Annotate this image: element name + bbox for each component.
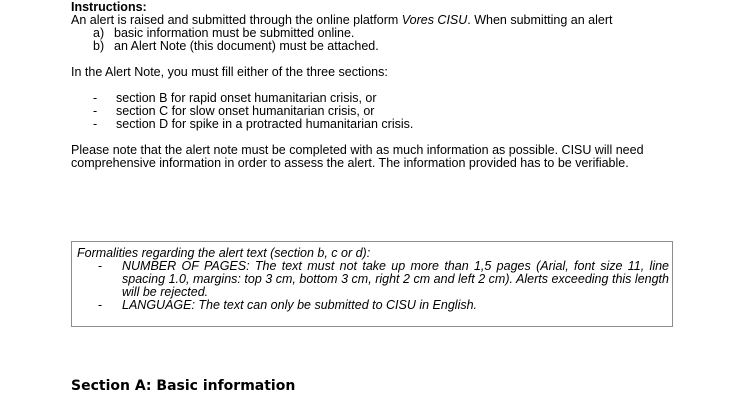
instructions-title: Instructions: [71, 0, 147, 14]
list-item [98, 260, 669, 299]
list-item-text: section D for spike in a protracted humanitarian crisis. [116, 117, 414, 131]
list-item-text: NUMBER OF PAGES: The text must not take up more than 1,5 pages (Arial, font size 11, line spacing 1.0, margins: top 3 cm, bottom 3 cm, right 2 cm and left 2 cm). Alerts exceeding this length will be rejected. [122, 259, 669, 299]
list-item-text: section C for slow onset humanitarian crisis, or [116, 104, 375, 118]
sections-intro: In the Alert Note, you must fill either of the three sections: [71, 65, 388, 79]
list-marker: - [98, 259, 103, 273]
list-item-text: LANGUAGE: The text can only be submitted to CISU in English. [122, 298, 478, 312]
note-paragraph: Please note that the alert note must be completed with as much information as possible. CISU will need comprehensive information in order to assess the alert. The information provided has to be verifiable. [71, 143, 644, 170]
section-a-heading: Section A: Basic information [71, 378, 296, 394]
list-item-text: basic information must be submitted online. [114, 26, 355, 40]
formalities-list [77, 260, 669, 312]
intro-text-after: . When submitting an alert [467, 13, 613, 27]
sections-list [71, 92, 681, 131]
intro-text-before: An alert is raised and submitted through the online platform [71, 13, 402, 27]
list-marker: - [93, 91, 98, 105]
list-item [93, 118, 681, 131]
list-item [93, 40, 681, 53]
list-marker: b) [93, 39, 105, 53]
platform-name: Vores CISU [401, 13, 468, 27]
formalities-box [71, 241, 673, 327]
submission-requirements-list [71, 27, 681, 53]
formalities-title: Formalities regarding the alert text (section b, c or d): [77, 246, 371, 260]
list-marker: - [93, 104, 98, 118]
list-marker: - [93, 117, 98, 131]
list-item-text: section B for rapid onset humanitarian crisis, or [116, 91, 377, 105]
instructions-block [71, 1, 681, 170]
list-marker: a) [93, 26, 105, 40]
list-item-text: an Alert Note (this document) must be attached. [114, 39, 379, 53]
list-item [98, 299, 669, 312]
list-marker: - [98, 298, 103, 312]
